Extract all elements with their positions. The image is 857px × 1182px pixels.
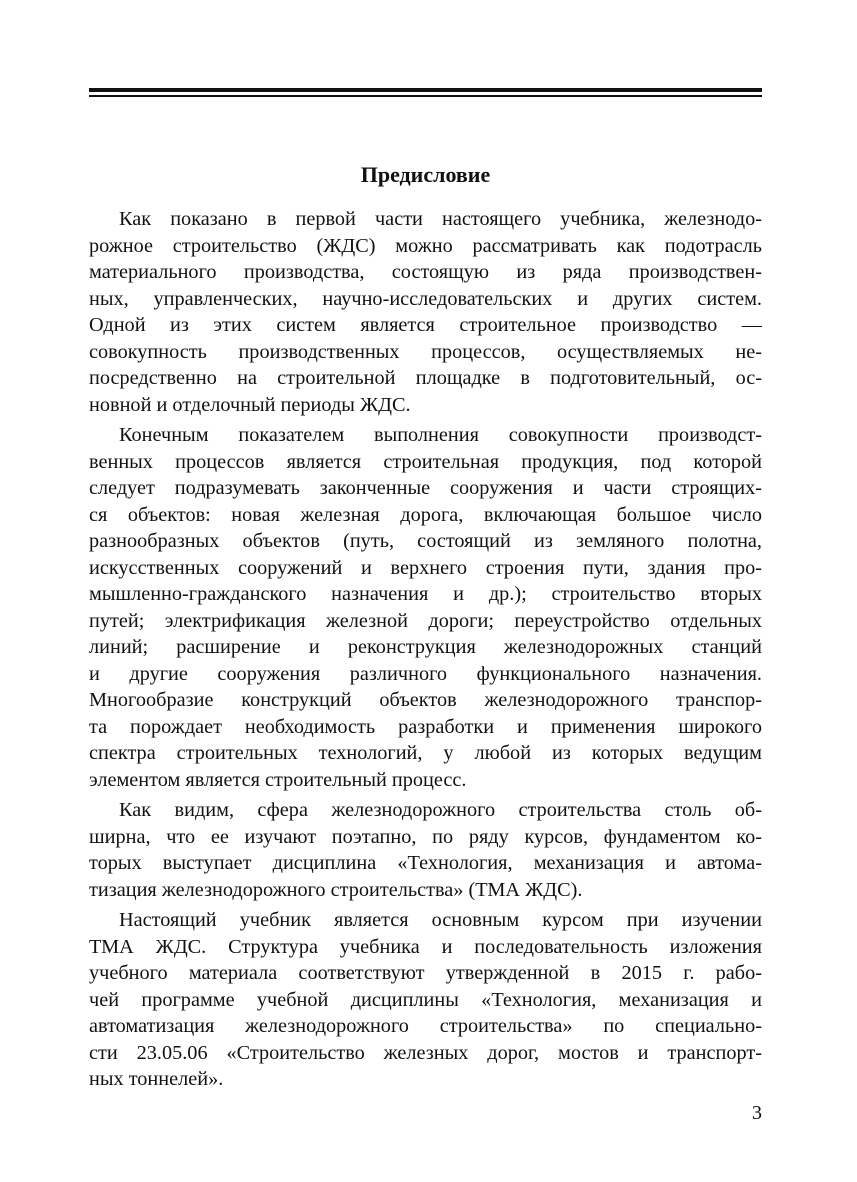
text-line: торых выступает дисциплина «Технология, механизация и автома- (89, 852, 762, 874)
text-line: сти 23.05.06 «Строительство железных дорог, мостов и транспорт- (89, 1041, 762, 1064)
text-line: новной и отделочный периоды ЖДС. (89, 393, 411, 416)
text-line: Конечным показателем выполнения совокупности производст- (119, 424, 762, 446)
text-line: Настоящий учебник является основным курсом при изучении (119, 909, 762, 931)
paragraph (89, 797, 762, 903)
text-line: та порождает необходимость разработки и применения широкого (89, 715, 762, 738)
text-line: посредственно на строительной площадке в подготовительный, ос- (89, 367, 762, 389)
text-line: ТМА ЖДС. Структура учебника и последовательность изложения (89, 935, 762, 958)
text-line: Как видим, сфера железнодорожного строительства столь об- (119, 799, 762, 821)
text-line: материального производства, состоящую из ряда производствен- (89, 261, 762, 283)
text-line: венных процессов является строительная продукция, под которой (89, 450, 762, 473)
text-line: Как показано в первой части настоящего учебника, железнодо- (119, 208, 762, 230)
text-line: и другие сооружения различного функционального назначения. (89, 662, 762, 685)
text-line: ных, управленческих, научно-исследовательских и других систем. (89, 287, 762, 310)
text-line: элементом является строительный процесс. (89, 768, 467, 791)
paragraph (89, 206, 762, 418)
text-line: ся объектов: новая железная дорога, включающая большое число (89, 503, 762, 526)
text-line: автоматизация железнодорожного строительства» по специально- (89, 1015, 762, 1037)
text-line: ширна, что ее изучают поэтапно, по ряду курсов, фундаментом ко- (89, 825, 762, 848)
text-line: мышленно-гражданского назначения и др.); строительство вторых (89, 583, 762, 605)
text-line: спектра строительных технологий, у любой из которых ведущим (89, 742, 762, 764)
page-title: Предисловие (360, 162, 491, 187)
page-number: 3 (751, 1102, 762, 1124)
text-line: учебного материала соответствуют утвержденной в 2015 г. рабо- (89, 962, 762, 984)
text-line: совокупность производственных процессов, осуществляемых не- (89, 340, 762, 363)
text-line: рожное строительство (ЖДС) можно рассматривать как подотрасль (89, 234, 762, 257)
text-line: линий; расширение и реконструкция железнодорожных станций (89, 636, 762, 658)
paragraph (89, 907, 762, 1093)
text-line: искусственных сооружений и верхнего строения пути, здания про- (89, 556, 762, 579)
body-text (89, 206, 762, 1097)
text-line: ных тоннелей». (89, 1068, 224, 1090)
header-rule-thin (89, 95, 762, 97)
text-line: Одной из этих систем является строительное производство — (89, 314, 762, 336)
text-line: путей; электрификация железной дороги; переустройство отдельных (89, 609, 762, 632)
text-line: чей программе учебной дисциплины «Технология, механизация и (89, 988, 762, 1011)
paragraph (89, 422, 762, 793)
text-line: следует подразумевать законченные сооружения и части строящих- (89, 477, 762, 499)
text-line: Многообразие конструкций объектов железнодорожного транспор- (89, 689, 762, 711)
text-line: тизация железнодорожного строительства» (ТМА ЖДС). (89, 878, 583, 901)
header-rule-thick (89, 88, 762, 92)
text-line: разнообразных объектов (путь, состоящий из земляного полотна, (89, 530, 762, 552)
